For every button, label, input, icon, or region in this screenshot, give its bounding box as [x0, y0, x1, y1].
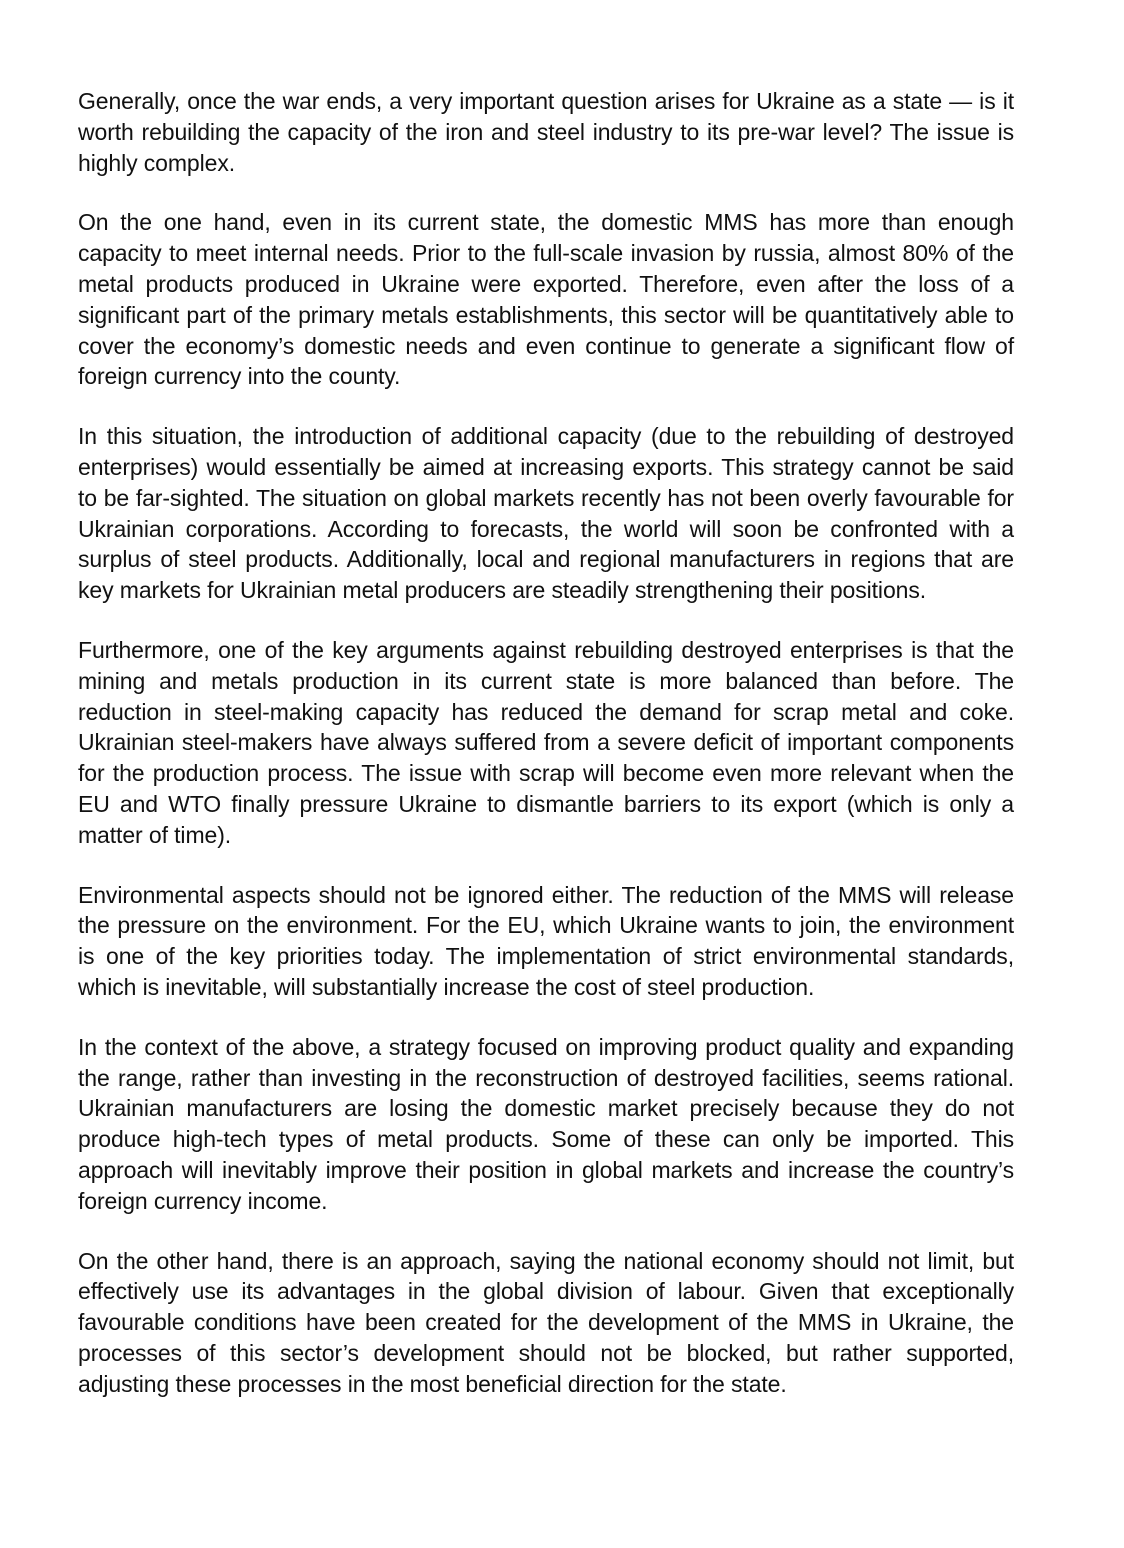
paragraph-intro: Generally, once the war ends, a very important question arises for Ukraine as a state — is it worth rebuilding the capacity of the iron and steel industry to its pre-war level? The issue is highly complex. — [78, 88, 1014, 176]
paragraph-capacity: On the one hand, even in its current state, the domestic MMS has more than enough capacity to meet internal needs. Prior to the full-scale invasion by russia, almost 80% of the metal products produced in Ukraine were exported. Therefore, even after the loss of a significant part of the primary metals establishments, this sector will be quantitatively able to cover the economy’s domestic needs and even continue to generate a significant flow of foreign currency into the county. — [78, 209, 1014, 390]
paragraph-balanced-production: Furthermore, one of the key arguments against rebuilding destroyed enterprises is that the mining and metals production in its current state is more balanced than before. The reduction in steel-making capacity has reduced the demand for scrap metal and coke. Ukrainian steel-makers have always suffered from a severe deficit of important components for the production process. The issue with scrap will become even more relevant when the EU and WTO finally pressure Ukraine to dismantle barriers to its export (which is only a matter of time). — [78, 636, 1014, 848]
document-body — [78, 86, 1014, 1399]
paragraph-exports-strategy: In this situation, the introduction of additional capacity (due to the rebuilding of destroyed enterprises) would essentially be aimed at increasing exports. This strategy cannot be said to be far-sighted. The situation on global markets recently has not been overly favourable for Ukrainian corporations. According to forecasts, the world will soon be confronted with a surplus of steel products. Additionally, local and regional manufacturers in regions that are key markets for Ukrainian metal producers are steadily strengthening their positions. — [78, 423, 1014, 604]
paragraph-environment: Environmental aspects should not be ignored either. The reduction of the MMS will release the pressure on the environment. For the EU, which Ukraine wants to join, the environment is one of the key priorities today. The implementation of strict environmental standards, which is inevitable, will substantially increase the cost of steel production. — [78, 881, 1014, 1000]
paragraph-other-hand: On the other hand, there is an approach, saying the national economy should not limit, but effectively use its advantages in the global division of labour. Given that exceptionally favourable conditions have been created for the development of the MMS in Ukraine, the processes of this sector’s development should not be blocked, but rather supported, adjusting these processes in the most beneficial direction for the state. — [78, 1247, 1014, 1397]
paragraph-quality-strategy: In the context of the above, a strategy focused on improving product quality and expanding the range, rather than investing in the reconstruction of destroyed facilities, seems rational. Ukrainian manufacturers are losing the domestic market precisely because they do not produce high-tech types of metal products. Some of these can only be imported. This approach will inevitably improve their position in global markets and increase the country’s foreign currency income. — [78, 1033, 1014, 1214]
